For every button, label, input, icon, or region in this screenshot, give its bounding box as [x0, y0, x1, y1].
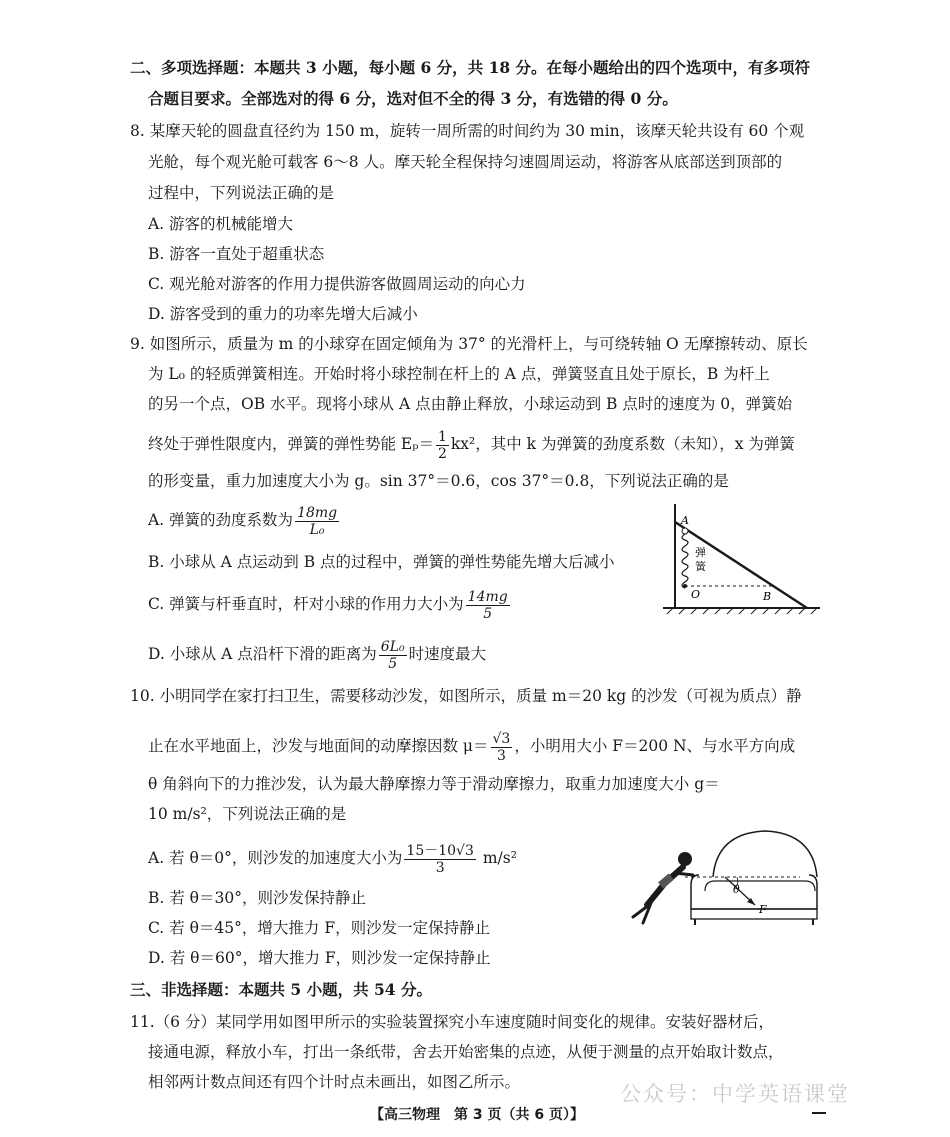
q10-stem-3: θ 角斜向下的力推沙发，认为最大静摩擦力等于滑动摩擦力，取重力加速度大小 g＝	[148, 775, 720, 793]
page-footer: 【高三物理 第 3 页（共 6 页）】	[370, 1107, 584, 1123]
q11-stem-2: 接通电源，释放小车，打出一条纸带，舍去开始密集的点迹，从便于测量的点开始取计数点，	[148, 1043, 784, 1061]
q10-option-a: A. 若 θ＝0°，则沙发的加速度大小为 $\frac{15-10√3}{3}$ m/s²	[148, 842, 517, 876]
q8-stem-2: 光舱，每个观光舱可载客 6～8 人。摩天轮全程保持匀速圆周运动，将游客从底部送到顶部的	[148, 153, 783, 171]
q10-option-c: C. 若 θ＝45°，增大推力 F，则沙发一定保持静止	[148, 919, 491, 937]
label-spring-2: 簧	[695, 560, 706, 573]
q10-option-d: D. 若 θ＝60°，增大推力 F，则沙发一定保持静止	[148, 949, 491, 967]
q8-option-d: D. 游客受到的重力的功率先增大后减小	[148, 305, 418, 323]
q9-stem-1: 9. 如图所示，质量为 m 的小球穿在固定倾角为 37° 的光滑杆上，与可绕转轴 O 无摩擦转动、原长	[130, 335, 808, 353]
q9-option-a: A. 弹簧的劲度系数为 $\frac{18mg}{\text{L₀}}$	[148, 504, 338, 538]
q9-stem-5: 的形变量，重力加速度大小为 g。sin 37°＝0.6，cos 37°＝0.8，下列说法正确的是	[148, 472, 729, 490]
q9-option-d: D. 小球从 A 点沿杆下滑的距离为 $\frac{\text{6L₀}}{5}$ 时速度最大	[148, 638, 487, 672]
section-3-heading: 三、非选择题：本题共 5 小题，共 54 分。	[130, 980, 432, 999]
q8-option-a: A. 游客的机械能增大	[148, 215, 294, 233]
q11-stem-1: 11.（6 分）某同学用如图甲所示的实验装置探究小车速度随时间变化的规律。安装好器材后，	[130, 1013, 774, 1031]
watermark: 公众号：中学英语课堂	[620, 1082, 850, 1106]
q9-stem-2: 为 L₀ 的轻质弹簧相连。开始时将小球控制在杆上的 A 点，弹簧竖直且处于原长，B 为杆上	[148, 365, 770, 383]
q10-sofa-figure	[625, 825, 825, 930]
person-legs	[633, 903, 651, 923]
sofa-base	[691, 909, 817, 919]
q8-option-c: C. 观光舱对游客的作用力提供游客做圆周运动的向心力	[148, 275, 526, 293]
section-2-heading: 二、多项选择题：本题共 3 小题，每小题 6 分，共 18 分。在每小题给出的四个选项中，有多项符	[130, 58, 811, 77]
person-head	[678, 852, 692, 866]
label-theta: θ	[733, 883, 740, 896]
label-spring-1: 弹	[695, 546, 706, 559]
footer-mark	[812, 1112, 826, 1114]
section-2-heading-cont: 合题目要求。全部选对的得 6 分，选对但不全的得 3 分，有选错的得 0 分。	[148, 89, 678, 108]
q10-stem-2: 止在水平地面上，沙发与地面间的动摩擦因数 μ＝ $\frac{√3}{3}$ ，小明用大小 F＝200 N、与水平方向成	[148, 730, 796, 764]
q11-stem-3: 相邻两计数点间还有四个计时点未画出，如图乙所示。	[148, 1073, 521, 1091]
q9-option-c: C. 弹簧与杆垂直时，杆对小球的作用力大小为 $\frac{14mg}{5}$	[148, 588, 508, 622]
q8-stem-3: 过程中，下列说法正确的是	[148, 184, 335, 202]
label-b: B	[763, 590, 772, 603]
sofa-back	[713, 831, 817, 877]
q9-half-fraction: $\frac{1}{2}$	[437, 428, 447, 462]
q9-incline-figure	[655, 498, 825, 616]
q8-option-b: B. 游客一直处于超重状态	[148, 245, 325, 263]
person-arm	[675, 873, 693, 875]
q9-option-b: B. 小球从 A 点运动到 B 点的过程中，弹簧的弹性势能先增大后减小	[148, 553, 615, 571]
sofa-seat	[705, 881, 815, 891]
q9-stem-4: 终处于弹性限度内，弹簧的弹性势能 Eₚ＝ $\frac{1}{2}$ kx²，其中 k 为弹簧的劲度系数（未知），x 为弹簧	[148, 428, 795, 462]
pivot-o	[683, 584, 687, 588]
q10-mu-fraction: $\frac{√3}{3}$	[492, 730, 511, 764]
q9-a-fraction: $\frac{18mg}{\text{L₀}}$	[297, 504, 338, 538]
q10-a-fraction: $\frac{15-10√3}{3}$	[406, 842, 474, 876]
q8-stem-1: 8. 某摩天轮的圆盘直径约为 150 m，旋转一周所需的时间约为 30 min，该摩天轮共设有 60 个观	[130, 122, 805, 140]
q9-stem-3: 的另一个点，OB 水平。现将小球从 A 点由静止释放，小球运动到 B 点时的速度为 0，弹簧始	[148, 395, 793, 413]
label-f: F	[759, 903, 767, 916]
label-a: A	[681, 514, 689, 527]
ball	[682, 528, 688, 534]
q10-stem-1: 10. 小明同学在家打扫卫生，需要移动沙发，如图所示，质量 m＝20 kg 的沙发（可视为质点）静	[130, 687, 802, 705]
q10-stem-4: 10 m/s²，下列说法正确的是	[148, 805, 347, 823]
spring	[682, 534, 688, 588]
q9-d-fraction: $\frac{\text{6L₀}}{5}$	[380, 638, 405, 672]
q9-c-fraction: $\frac{14mg}{5}$	[467, 588, 508, 622]
q10-option-b: B. 若 θ＝30°，则沙发保持静止	[148, 889, 366, 907]
label-o: O	[691, 588, 701, 601]
